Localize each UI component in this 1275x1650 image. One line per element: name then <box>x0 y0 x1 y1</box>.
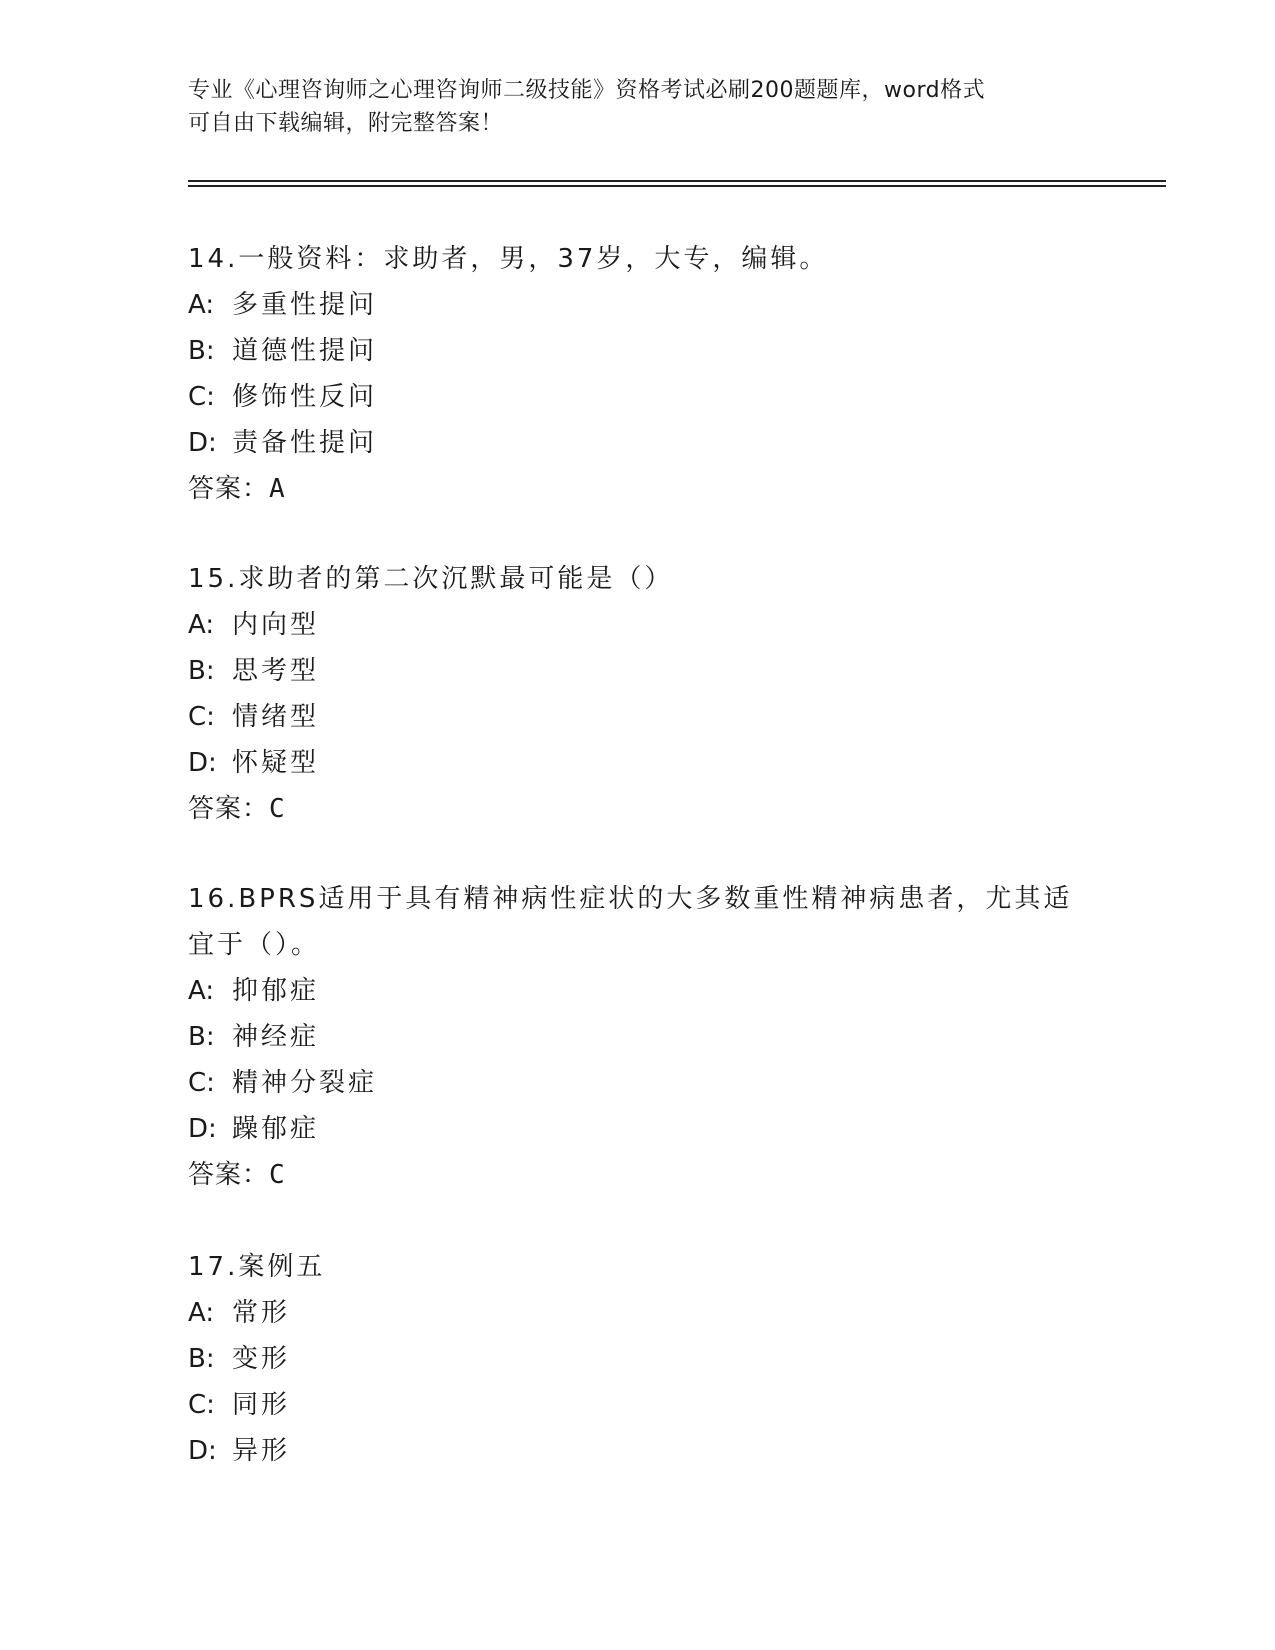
option-key: A: <box>188 1298 215 1328</box>
option-c <box>188 1382 1088 1428</box>
option-key: A: <box>188 976 215 1006</box>
question-stem: 16.BPRS适用于具有精神病性症状的大多数重性精神病患者，尤其适宜于（）。 <box>188 884 1073 960</box>
option-d <box>188 420 1088 466</box>
option-text: 责备性提问 <box>232 428 378 458</box>
option-key: C: <box>188 1390 215 1420</box>
option-key: B: <box>188 1344 215 1374</box>
option-c <box>188 694 1088 740</box>
option-key: B: <box>188 336 215 366</box>
document-header <box>188 74 1068 140</box>
option-b <box>188 648 1088 694</box>
answer-label: 答案： <box>188 794 270 824</box>
option-text: 精神分裂症 <box>232 1068 378 1098</box>
answer-value: C <box>269 794 286 824</box>
option-key: C: <box>188 702 215 732</box>
question-14 <box>188 236 1088 512</box>
option-d <box>188 740 1088 786</box>
answer-line <box>188 786 1088 832</box>
option-d <box>188 1106 1088 1152</box>
option-text: 同形 <box>232 1390 291 1420</box>
option-text: 常形 <box>232 1298 291 1328</box>
question-stem: 17.案例五 <box>188 1252 326 1282</box>
answer-line <box>188 1152 1088 1198</box>
option-text: 情绪型 <box>232 702 320 732</box>
option-text: 内向型 <box>232 610 320 640</box>
question-15 <box>188 556 1088 832</box>
answer-label: 答案： <box>188 474 270 504</box>
option-text: 抑郁症 <box>232 976 320 1006</box>
option-a <box>188 1290 1088 1336</box>
answer-value: C <box>269 1160 286 1190</box>
option-text: 神经症 <box>232 1022 320 1052</box>
option-key: C: <box>188 382 215 412</box>
option-a <box>188 602 1088 648</box>
option-key: D: <box>188 1436 217 1466</box>
option-text: 怀疑型 <box>232 748 320 778</box>
option-key: C: <box>188 1068 215 1098</box>
option-a <box>188 968 1088 1014</box>
option-text: 思考型 <box>232 656 320 686</box>
answer-value: A <box>269 474 286 504</box>
option-key: B: <box>188 1022 215 1052</box>
option-b <box>188 1014 1088 1060</box>
option-text: 躁郁症 <box>232 1114 320 1144</box>
option-key: D: <box>188 748 217 778</box>
option-key: A: <box>188 610 215 640</box>
option-key: B: <box>188 656 215 686</box>
option-b <box>188 328 1088 374</box>
question-17 <box>188 1244 1088 1474</box>
option-d <box>188 1428 1088 1474</box>
answer-line <box>188 466 1088 512</box>
question-stem: 14.一般资料：求助者，男，37岁，大专，编辑。 <box>188 244 829 274</box>
header-divider-bottom <box>188 185 1166 187</box>
question-16 <box>188 876 1088 1198</box>
option-b <box>188 1336 1088 1382</box>
option-key: A: <box>188 290 215 320</box>
option-text: 变形 <box>232 1344 291 1374</box>
option-c <box>188 1060 1088 1106</box>
header-divider-top <box>188 180 1166 182</box>
option-text: 多重性提问 <box>232 290 378 320</box>
option-text: 修饰性反问 <box>232 382 378 412</box>
answer-label: 答案： <box>188 1160 270 1190</box>
option-a <box>188 282 1088 328</box>
option-key: D: <box>188 1114 217 1144</box>
header-line-1: 专业《心理咨询师之心理咨询师二级技能》资格考试必刷200题题库，word格式 <box>188 78 986 103</box>
option-text: 道德性提问 <box>232 336 378 366</box>
header-line-2: 可自由下载编辑，附完整答案！ <box>188 111 504 136</box>
question-stem: 15.求助者的第二次沉默最可能是（） <box>188 564 674 594</box>
option-c <box>188 374 1088 420</box>
option-key: D: <box>188 428 217 458</box>
option-text: 异形 <box>232 1436 291 1466</box>
